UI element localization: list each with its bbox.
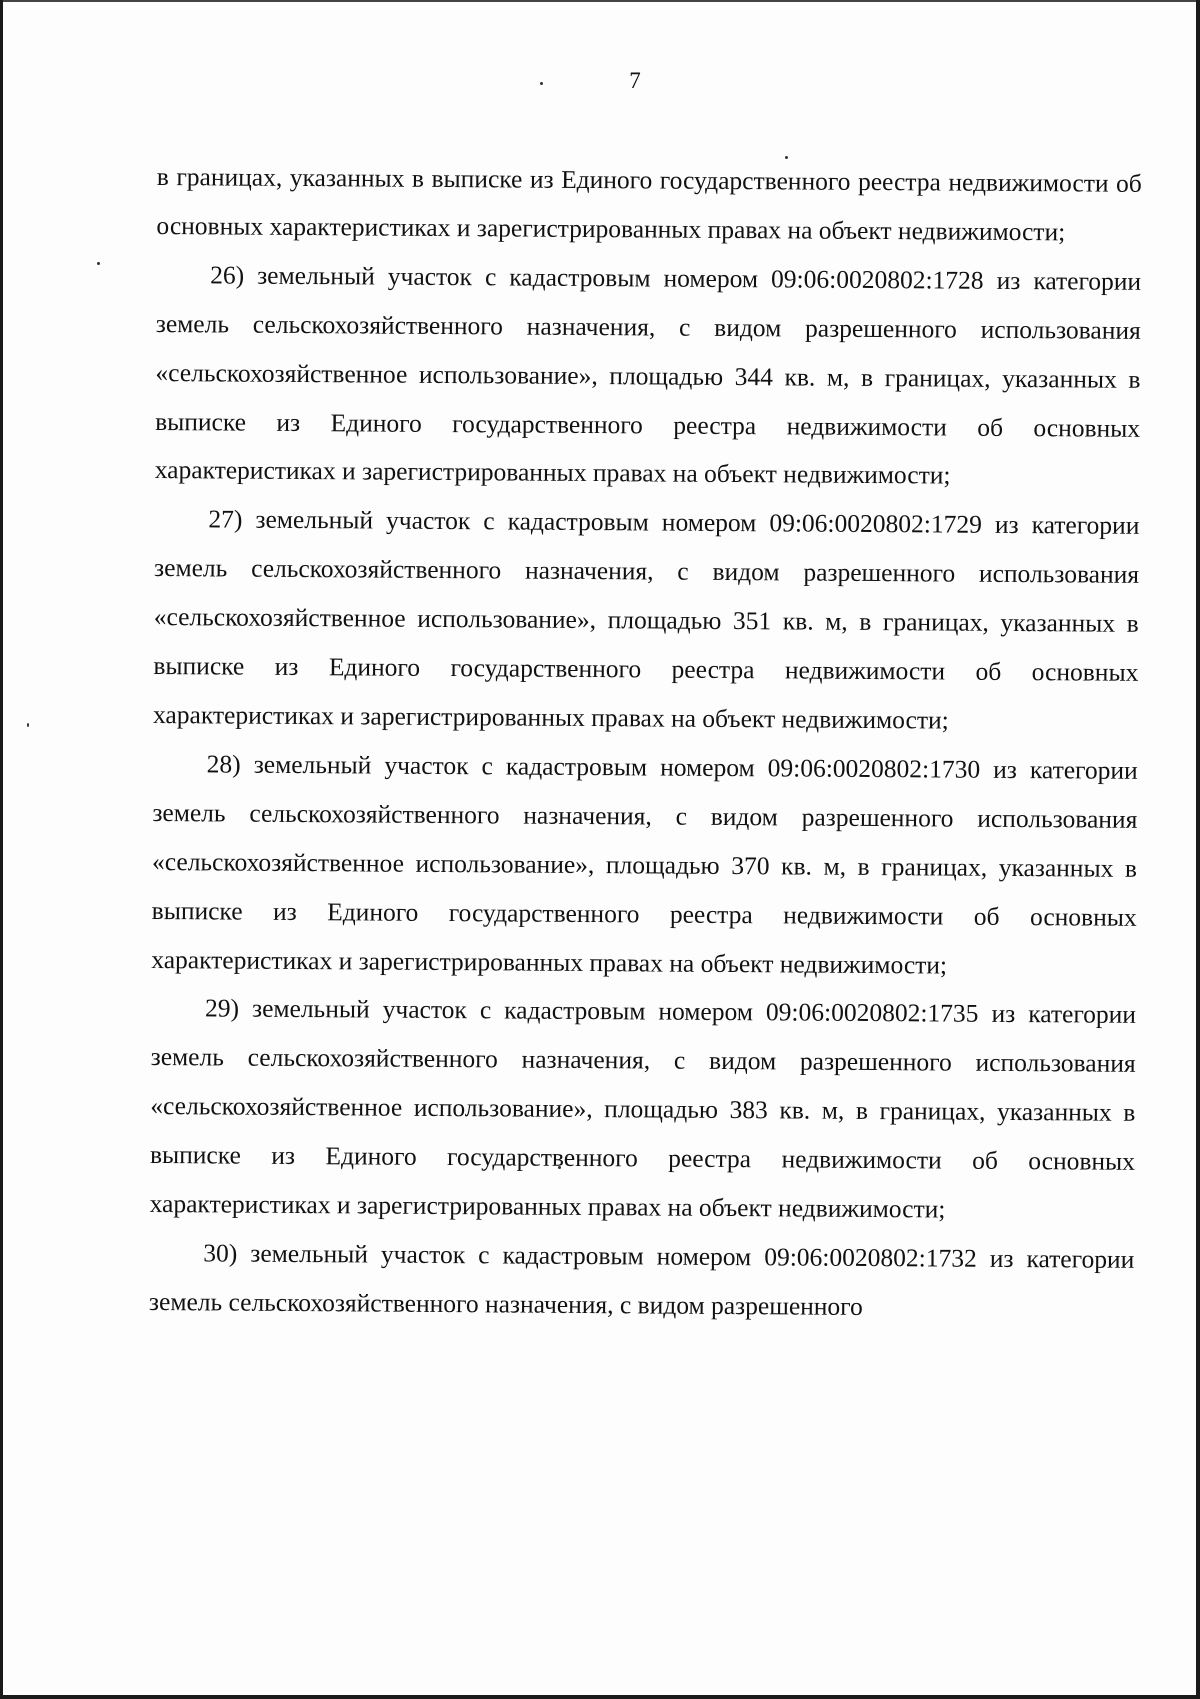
paragraph-item-27: 27) земельный участок с кадастровым номером 09:06:0020802:1729 из категории земель сельскохозяйственного назначения, с видом разрешенного использования «сельскохозяйственное использование», площадью 351 кв. м, в границах, указанных в выписке из Единого государственного реестра недвижимости об основных характеристиках и зарегистрированных правах на объект недвижимости; [152,504,1140,735]
scan-edge-top [0,0,1200,2]
paragraph-item-26: 26) земельный участок с кадастровым номером 09:06:0020802:1728 из категории земель сельскохозяйственного назначения, с видом разрешенного использования «сельскохозяйственное использование», площадью 344 кв. м, в границах, указанных в выписке из Единого государственного реестра недвижимости об основных характеристиках и зарегистрированных правах на объект недвижимости; [154,260,1142,490]
document-body [149,153,1142,1334]
scan-edge-left [0,0,3,1699]
paragraph-continuation: в границах, указанных в выписке из Единого государственного реестра недвижимости об основных характеристиках и зарегистрированных правах на объект недвижимости; [156,161,1142,247]
scan-speck [27,723,29,727]
page-number: 7 [629,68,641,93]
scan-edge-right [1196,0,1200,1699]
scan-edge-bottom [0,1695,1200,1699]
paragraph-item-30: 30) земельный участок с кадастровым номером 09:06:0020802:1732 из категории земель сельскохозяйственного назначения, с видом разрешенного [148,1238,1135,1321]
paragraph-item-28: 28) земельный участок с кадастровым номером 09:06:0020802:1730 из категории земель сельскохозяйственного назначения, с видом разрешенного использования «сельскохозяйственное использование», площадью 370 кв. м, в границах, указанных в выписке из Единого государственного реестра недвижимости об основных характеристиках и зарегистрированных правах на объект недвижимости; [151,749,1138,980]
scan-speck [97,262,100,265]
paragraph-item-29: 29) земельный участок с кадастровым номером 09:06:0020802:1735 из категории земель сельскохозяйственного назначения, с видом разрешенного использования «сельскохозяйственное использование», площадью 383 кв. м, в границах, указанных в выписке из Единого государственного реестра недвижимости об основных характеристиках и зарегистрированных правах на объект недвижимости; [149,993,1137,1224]
